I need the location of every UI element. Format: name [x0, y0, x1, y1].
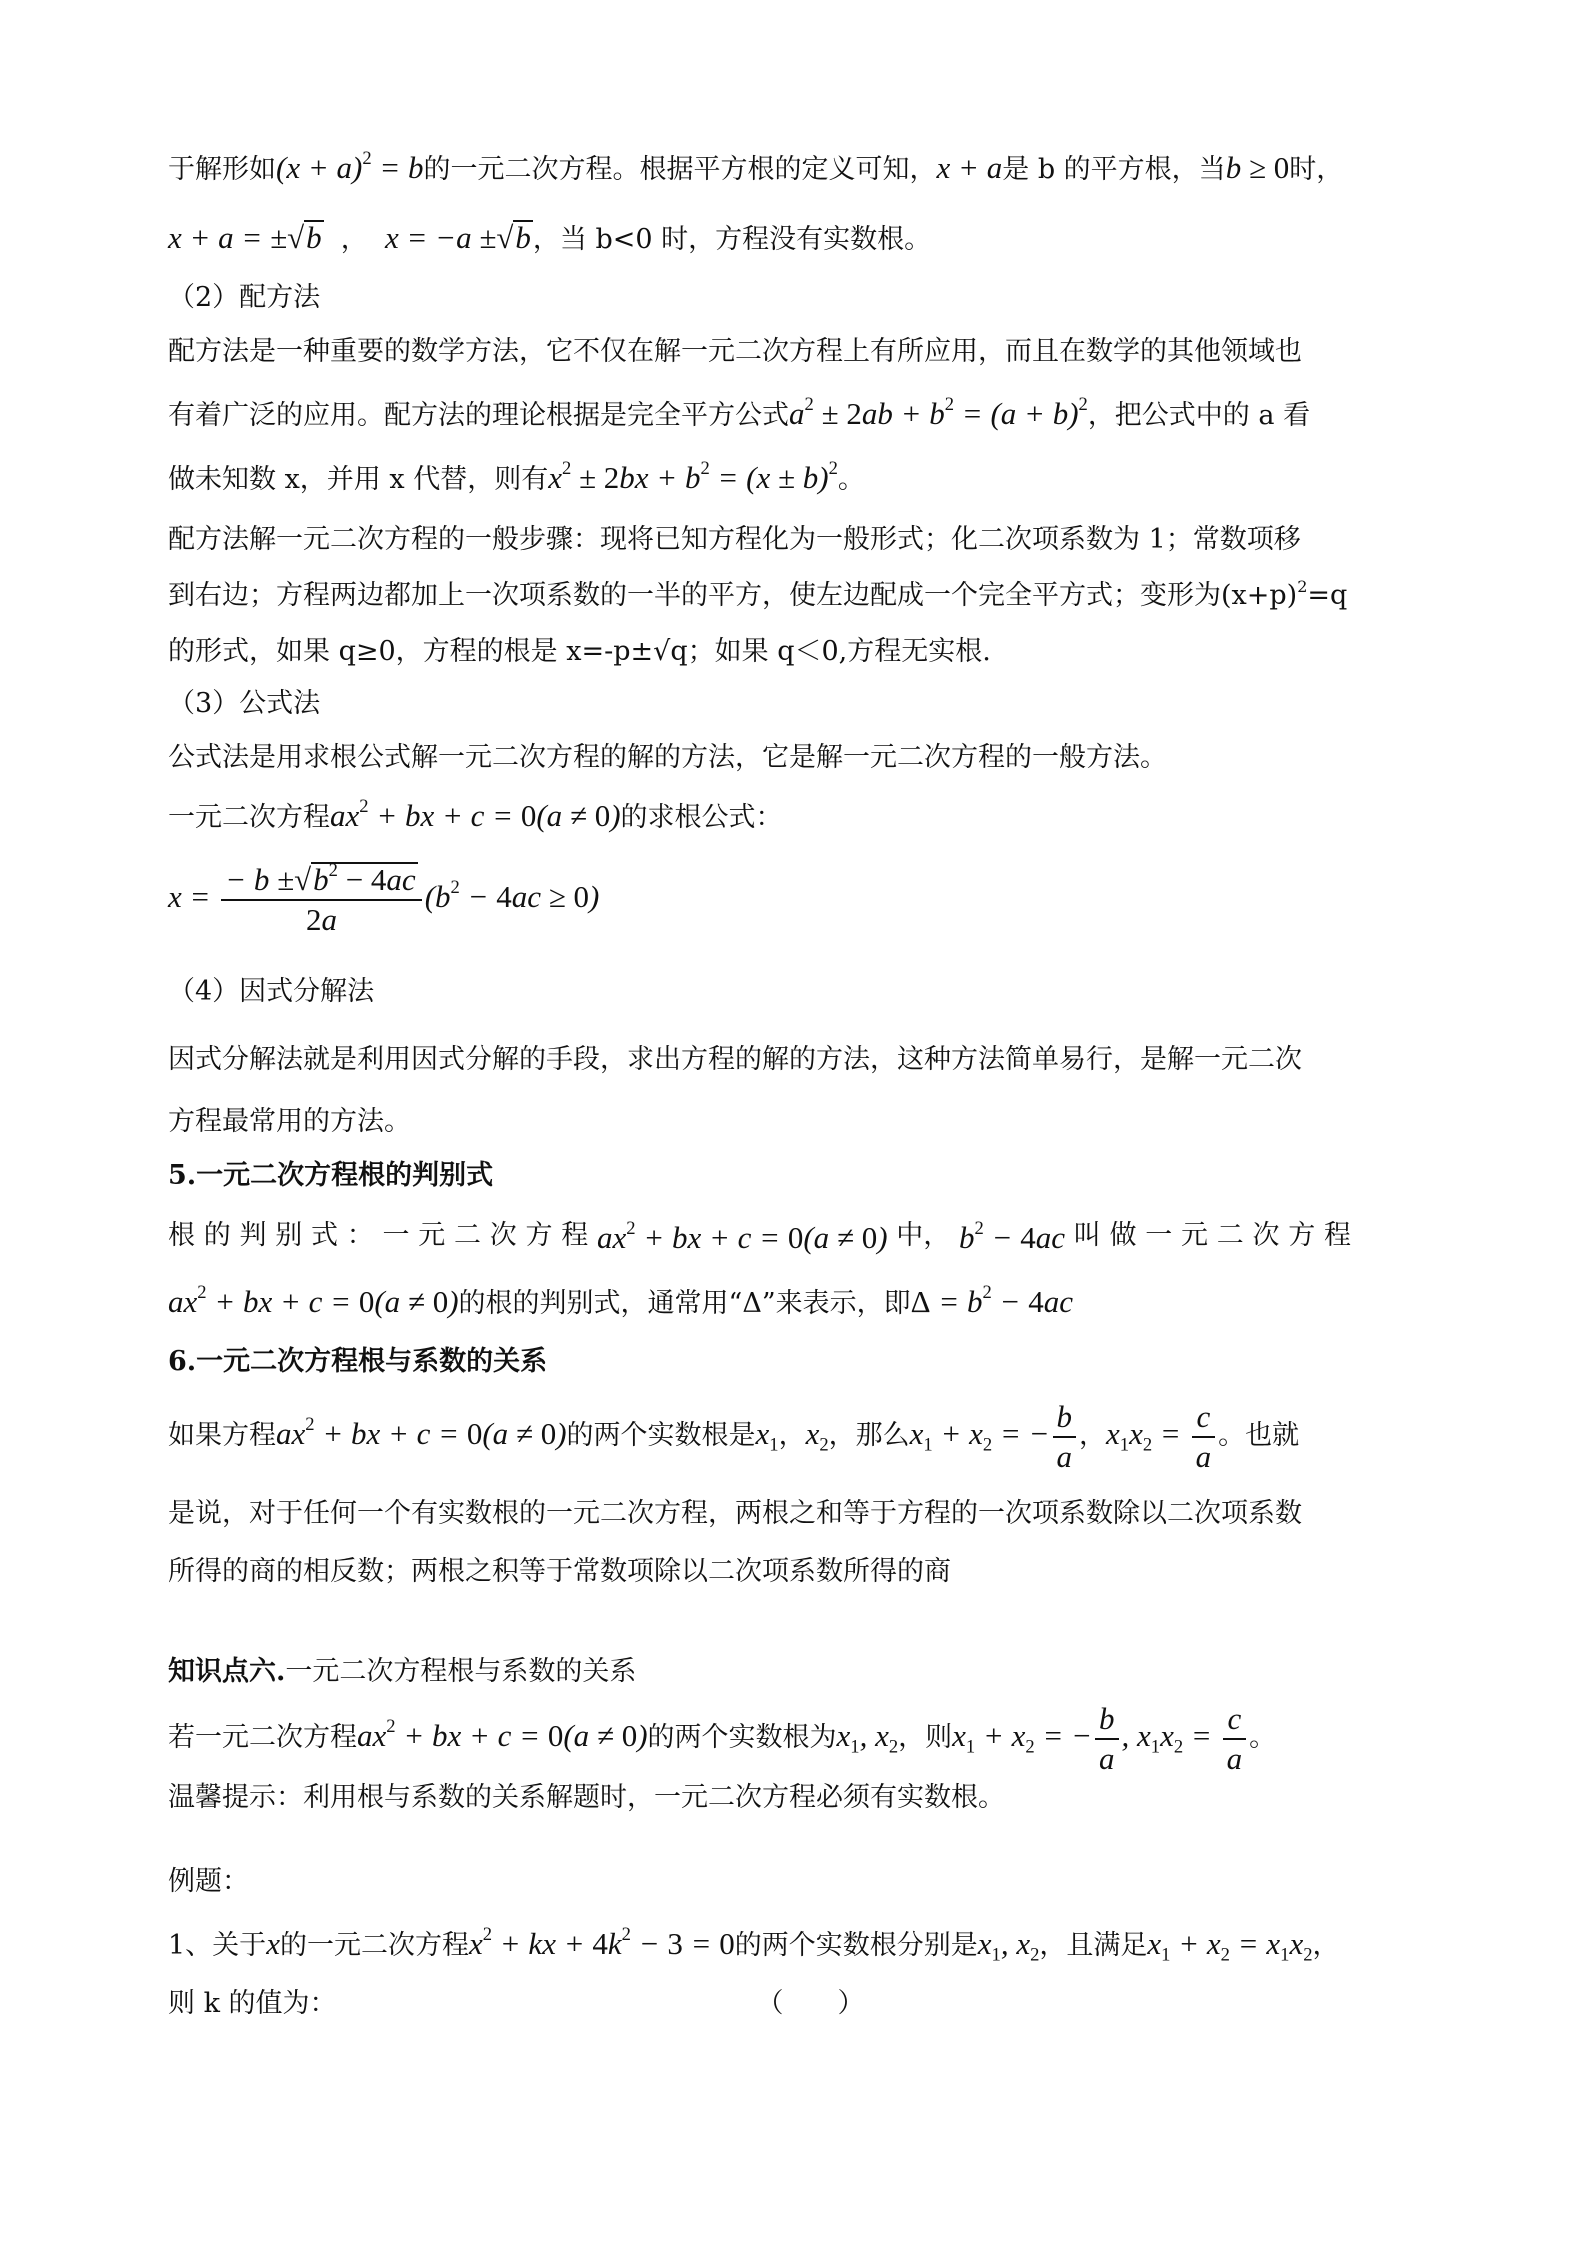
text: 于解形如 — [168, 154, 276, 185]
text: 的两个实数根为 — [647, 1722, 837, 1754]
text: 。也就 — [1218, 1420, 1300, 1452]
formula-x-square: $x^2 \pm 2bx + b^2 = (x \pm b)^2$ — [548, 458, 838, 495]
text: 的一元二次方程 — [279, 1930, 469, 1961]
text: 1、关于 — [168, 1930, 267, 1961]
line-steps: 到右边；方程两边都加上一次项系数的一半的平方，使左边配成一个完全平方式；变形为$(x+p)^2=q$ — [168, 577, 1348, 611]
formula-sum-roots: $x_1 + x_2$ = − $\frac{b}{a}$ — [910, 1416, 1079, 1451]
formula-b-ge-0: b ≥ 0 — [1225, 150, 1290, 185]
formula-general-quadratic: $ax^2$ + bx + c = 0(a ≠ 0) — [330, 796, 621, 833]
paragraph: 方程最常用的方法。 — [168, 1106, 411, 1137]
text: 。 — [1249, 1722, 1277, 1754]
line-root-formula-intro — [168, 796, 783, 833]
paragraph: 是说，对于任何一个有实数根的一元二次方程，两根之和等于方程的一次项系数除以二次项系数 — [168, 1498, 1302, 1529]
text: 的两个实数根分别是 — [734, 1930, 978, 1961]
text: 时， — [1289, 154, 1344, 185]
text: 是 b 的平方根，当 — [1002, 154, 1226, 185]
question-1-answer-line — [168, 1990, 865, 2017]
heading-gongshi: （3）公式法 — [168, 688, 321, 719]
text: 的求根公式： — [620, 802, 783, 833]
text: 一元二次方程 — [168, 802, 330, 833]
formula-vieta: $x_1 + x_2$ = − $\frac{b}{a}$ , $x_1x_2$ = $\frac{c}{a}$ — [952, 1718, 1249, 1753]
paragraph: 配方法是一种重要的数学方法，它不仅在解一元二次方程上有所应用，而且在数学的其他领域也 — [168, 336, 1302, 367]
text: 。 — [837, 464, 865, 495]
formula-general-quadratic: $ax^2$ + bx + c = 0(a ≠ 0) — [276, 1414, 567, 1452]
formula-x-plus-a: x + a — [936, 150, 1003, 185]
line-replace-x — [168, 458, 865, 495]
text: 若一元二次方程 — [168, 1722, 357, 1754]
text: 到右边；方程两边都加上一次项系数的一半的平方，使左边配成一个完全平方式；变形为(x+p) — [168, 580, 1298, 611]
formula-condition: $x_1 + x_2 = x_1x_2$ — [1147, 1926, 1313, 1966]
formula-question-equation: $x^2$ + kx + $4k^2 - 3 = 0$ — [468, 1924, 735, 1961]
line-vieta-2: 若一元二次方程$ax^2$ + bx + c = 0(a ≠ 0)的两个实数根为$x_1$, $x_2$，则$x_1 + x_2$ = − $\frac{b}{a}$ , $x_1x_2$ = $\frac{c}{a}$ 。 — [168, 1701, 1277, 1777]
line-1 — [168, 148, 1344, 185]
line-2: x + a = ±√b ， x = −a ±√b，当 b<0 时，方程没有实数根。 — [168, 220, 932, 255]
formula-delta: $\Delta = b^2 - 4ac$ — [910, 1282, 1073, 1319]
line-discriminant: 根 的 判 别 式 ： 一 元 二 次 方 程 $ax^2$ + bx + c = 0(a ≠ 0) 中， $b^2 - 4ac$ 叫 做 一 元 二 次 方 程 — [168, 1218, 1351, 1255]
paragraph: 配方法解一元二次方程的一般步骤：现将已知方程化为一般形式；化二次项系数为 1；常数项移 — [168, 524, 1301, 555]
formula-x-root: x = −a ±√b — [384, 220, 531, 255]
paragraph: 所得的商的相反数；两根之积等于常数项除以二次项系数所得的商 — [168, 1556, 951, 1587]
paragraph: 的形式，如果 q≥0，方程的根是 x=-p±√q；如果 q＜0,方程无实根. — [168, 636, 991, 667]
paragraph: 因式分解法就是利用因式分解的手段，求出方程的解的方法，这种方法简单易行，是解一元二次 — [168, 1044, 1302, 1075]
line-perfect-square — [168, 394, 1311, 431]
text: 的根的判别式，通常用“Δ”来表示，即 — [458, 1288, 911, 1319]
heading-peifang: （2）配方法 — [168, 282, 321, 313]
formula-general-quadratic: $ax^2$ + bx + c = 0(a ≠ 0) — [168, 1282, 459, 1319]
text: 有着广泛的应用。配方法的理论根据是完全平方公式 — [168, 400, 789, 431]
section-heading-5: 5.一元二次方程根的判别式 — [168, 1160, 494, 1191]
text: 如果方程 — [168, 1420, 276, 1452]
answer-blank: （ ） — [756, 1988, 865, 2019]
formula-perfect-square: $a^2 \pm 2ab + b^2 = (a + b)^2$ — [789, 394, 1088, 431]
text: ， — [1312, 1930, 1340, 1961]
formula-general-quadratic: $ax^2$ + bx + c = 0(a ≠ 0) — [597, 1218, 888, 1255]
text: 则 k 的值为： — [168, 1988, 337, 2019]
knowledge-point-6: 知识点六.一元二次方程根与系数的关系 — [168, 1656, 637, 1687]
text: ，当 b<0 时，方程没有实数根。 — [532, 224, 932, 255]
formula-x-plus-a-root: x + a = ±√b — [168, 220, 322, 255]
text: ，把公式中的 a 看 — [1087, 400, 1311, 431]
heading-factor: （4）因式分解法 — [168, 976, 375, 1007]
section-heading-6: 6.一元二次方程根与系数的关系 — [168, 1346, 548, 1377]
line-vieta: 如果方程$ax^2$ + bx + c = 0(a ≠ 0)的两个实数根是$x_1$，$x_2$，那么$x_1 + x_2$ = − $\frac{b}{a}$ ，$x_1x_2$ = $\frac{c}{a}$ 。也就 — [168, 1399, 1300, 1475]
formula-product-roots: $x_1x_2$ = $\frac{c}{a}$ — [1106, 1416, 1218, 1451]
text: 的两个实数根是 — [566, 1420, 756, 1452]
formula-square-form: $(x + a)^2 = b$ — [276, 148, 424, 185]
question-1: 1、关于x的一元二次方程$x^2$ + kx + $4k^2 - 3 = 0$的两个实数根分别是$x_1$, $x_2$，且满足$x_1 + x_2 = x_1x_2$， — [168, 1924, 1340, 1966]
text: ，且满足 — [1039, 1930, 1148, 1961]
tip: 温馨提示：利用根与系数的关系解题时，一元二次方程必须有实数根。 — [168, 1782, 1005, 1813]
line-delta — [168, 1282, 1073, 1319]
example-heading: 例题： — [168, 1866, 249, 1897]
text: 的一元二次方程。根据平方根的定义可知， — [423, 154, 937, 185]
text: ，则 — [898, 1722, 953, 1754]
formula-b2-4ac: $b^2 - 4ac$ — [959, 1218, 1065, 1255]
quadratic-formula: x = $\frac{- b \pm√b^2 - 4ac}{2a}$ $(b^2 - 4ac \ge 0)$ — [168, 860, 600, 938]
paragraph: 公式法是用求根公式解一元二次方程的解的方法，它是解一元二次方程的一般方法。 — [168, 742, 1167, 773]
text: =q — [1307, 580, 1348, 611]
text: 做未知数 x，并用 x 代替，则有 — [168, 464, 549, 495]
formula-general-quadratic: $ax^2$ + bx + c = 0(a ≠ 0) — [357, 1716, 648, 1754]
text: ，那么 — [828, 1420, 910, 1452]
